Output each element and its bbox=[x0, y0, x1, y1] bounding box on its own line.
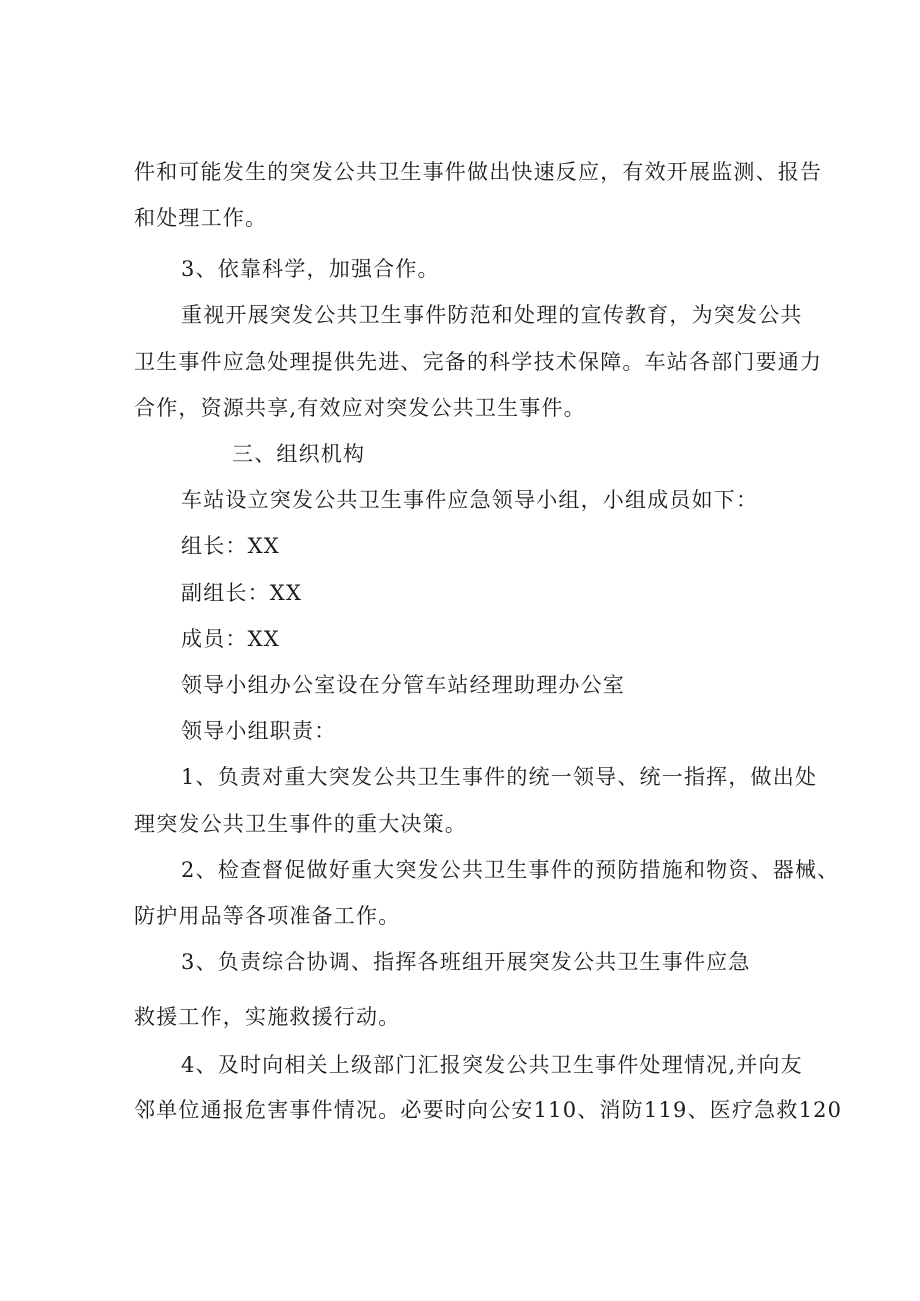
body-line: 4、及时向相关上级部门汇报突发公共卫生事件处理情况,并向友 bbox=[181, 1053, 803, 1077]
body-line: 1、负责对重大突发公共卫生事件的统一领导、统一指挥，做出处 bbox=[181, 765, 818, 789]
body-line: 合作，资源共享,有效应对突发公共卫生事件。 bbox=[134, 396, 586, 420]
body-line: 副组长：XX bbox=[181, 581, 303, 605]
body-line: 组长：XX bbox=[181, 534, 280, 558]
body-line: 领导小组职责： bbox=[181, 719, 337, 743]
body-line: 防护用品等各项准备工作。 bbox=[134, 904, 401, 928]
body-line: 救援工作，实施救援行动。 bbox=[134, 1005, 401, 1029]
body-line: 领导小组办公室设在分管车站经理助理办公室 bbox=[181, 673, 625, 697]
body-line: 件和可能发生的突发公共卫生事件做出快速反应，有效开展监测、报告 bbox=[134, 160, 823, 184]
body-line: 车站设立突发公共卫生事件应急领导小组，小组成员如下： bbox=[181, 488, 759, 512]
body-line: 重视开展突发公共卫生事件防范和处理的宣传教育，为突发公共 bbox=[181, 303, 803, 327]
body-line: 理突发公共卫生事件的重大决策。 bbox=[134, 812, 467, 836]
body-line: 3、负责综合协调、指挥各班组开展突发公共卫生事件应急 bbox=[181, 950, 751, 974]
body-line: 卫生事件应急处理提供先进、完备的科学技术保障。车站各部门要通力 bbox=[134, 350, 823, 374]
body-line: 邻单位通报危害事件情况。必要时向公安110、消防119、医疗急救120 bbox=[134, 1098, 843, 1122]
body-line: 成员：XX bbox=[181, 627, 280, 651]
body-line: 和处理工作。 bbox=[134, 206, 268, 230]
section-heading: 三、组织机构 bbox=[232, 442, 366, 466]
body-line: 3、依靠科学，加强合作。 bbox=[181, 257, 440, 281]
body-line: 2、检查督促做好重大突发公共卫生事件的预防措施和物资、器械、 bbox=[181, 858, 840, 882]
